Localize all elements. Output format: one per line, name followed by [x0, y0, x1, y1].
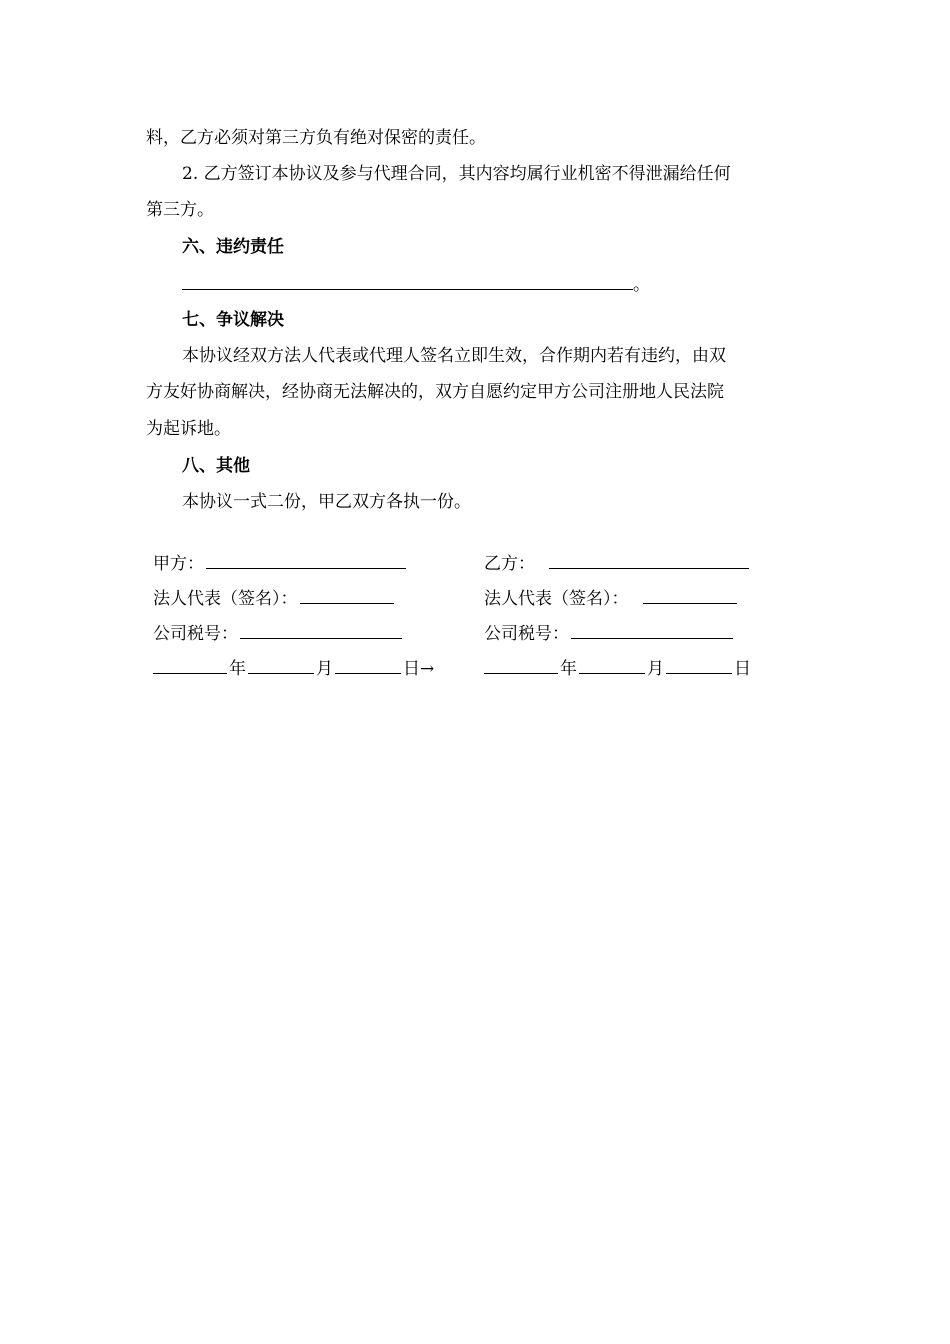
month-blank: [248, 655, 314, 674]
party-a-label: 甲方：: [153, 554, 204, 574]
month-label: 月: [316, 659, 333, 679]
party-a-tax-row: [153, 620, 404, 646]
month-blank: [579, 655, 645, 674]
fill-in-blank: [182, 271, 633, 290]
party-a-date-row: [153, 655, 434, 681]
party-b-tax-label: 公司税号：: [484, 624, 569, 644]
paragraph-line: 本协议一式二份，甲乙双方各执一份。: [182, 492, 471, 512]
party-a-blank: [206, 550, 406, 569]
party-a-rep-row: [153, 585, 396, 611]
day-blank: [335, 655, 401, 674]
day-label: 日→: [403, 659, 435, 679]
year-label: 年: [560, 659, 577, 679]
party-b-date-row: [484, 655, 751, 681]
section-heading-dispute: 七、争议解决: [182, 310, 284, 330]
party-b-rep-row: [484, 585, 739, 611]
party-b-label: 乙方：: [484, 554, 535, 574]
year-blank: [484, 655, 558, 674]
party-a-row: [153, 550, 408, 576]
party-b-row: [484, 550, 751, 576]
paragraph-line: 为起诉地。: [146, 419, 231, 439]
party-b-blank: [549, 550, 749, 569]
paragraph-line: 本协议经双方法人代表或代理人签名立即生效，合作期内若有违约，由双: [182, 346, 726, 366]
year-label: 年: [229, 659, 246, 679]
party-b-rep-blank: [643, 585, 737, 604]
day-label: 日: [734, 659, 751, 679]
party-b-rep-label: 法人代表（签名）：: [484, 589, 629, 609]
breach-blank-line: [182, 271, 811, 297]
party-b-tax-blank: [571, 620, 733, 639]
paragraph-line: 2. 乙方签订本协议及参与代理合同，其内容均属行业机密不得泄漏给任何: [182, 164, 731, 184]
day-blank: [666, 655, 732, 674]
section-heading-other: 八、其他: [182, 456, 250, 476]
month-label: 月: [647, 659, 664, 679]
paragraph-line: 料，乙方必须对第三方负有绝对保密的责任。: [146, 128, 486, 148]
section-heading-breach: 六、违约责任: [182, 237, 284, 257]
party-a-tax-blank: [240, 620, 402, 639]
party-a-rep-label: 法人代表（签名）：: [153, 589, 298, 609]
year-blank: [153, 655, 227, 674]
paragraph-line: 第三方。: [146, 200, 214, 220]
party-a-tax-label: 公司税号：: [153, 624, 238, 644]
full-stop: 。: [633, 275, 650, 295]
party-a-rep-blank: [300, 585, 394, 604]
paragraph-line: 方友好协商解决，经协商无法解决的，双方自愿约定甲方公司注册地人民法院: [146, 382, 724, 402]
party-b-tax-row: [484, 620, 735, 646]
